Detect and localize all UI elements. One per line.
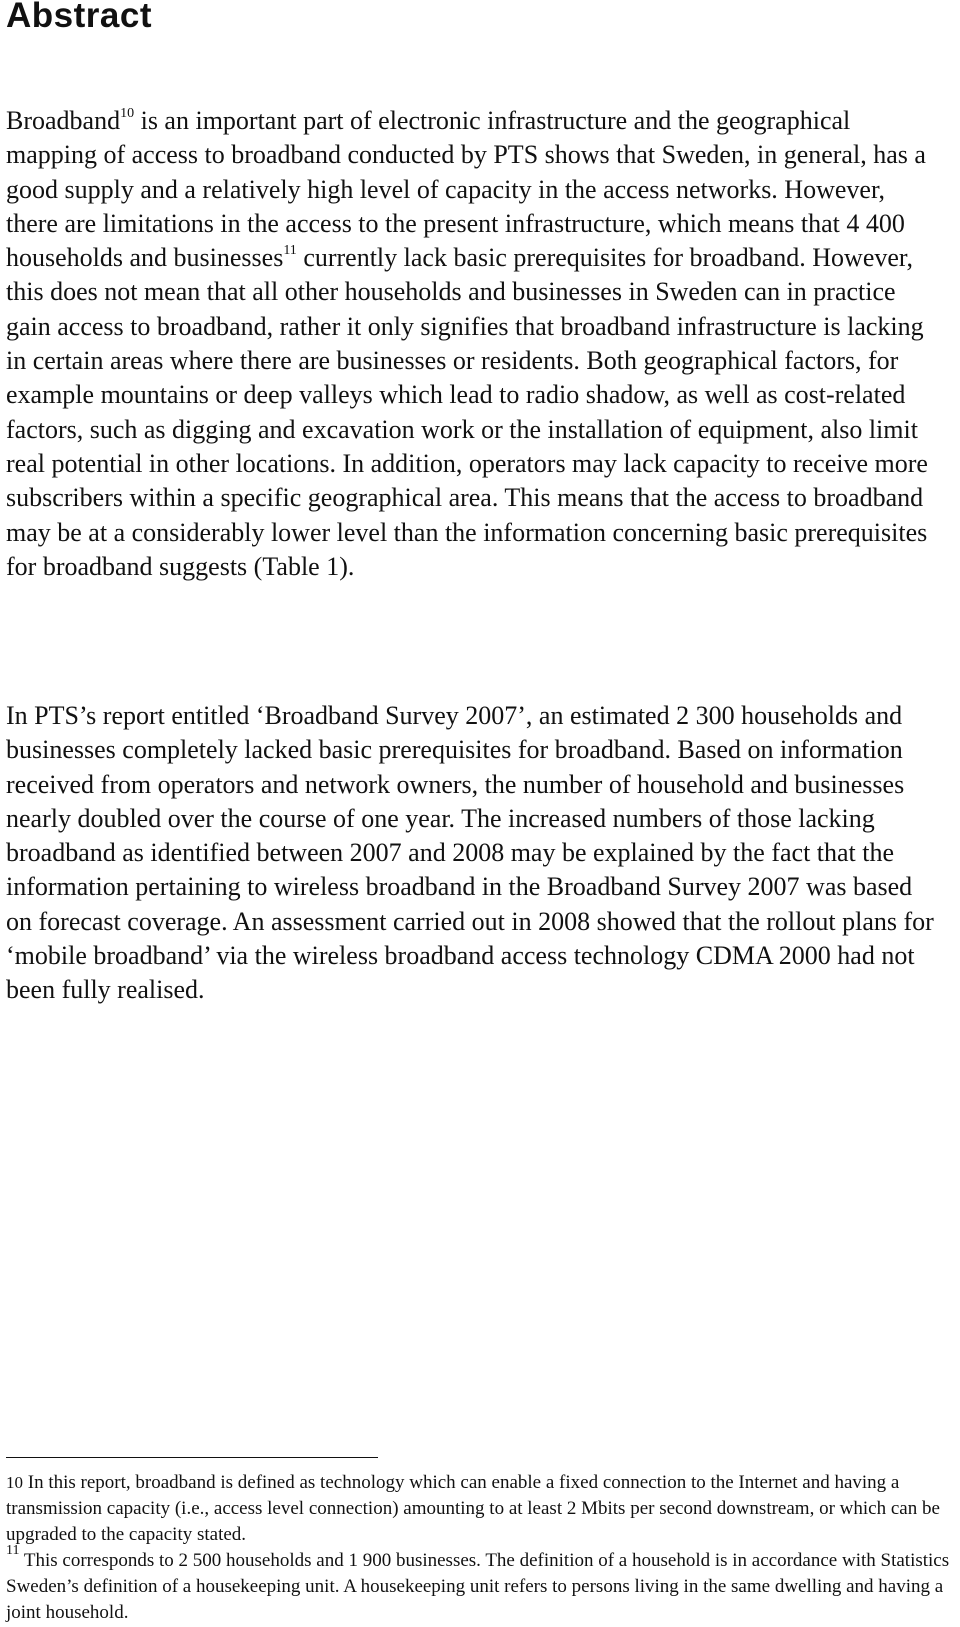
footnote-number: 10 [6, 1473, 23, 1492]
paragraph-text: Broadband [6, 106, 121, 135]
footnote-divider [6, 1457, 378, 1458]
footnote-10 [6, 1470, 951, 1548]
footnote-text: This corresponds to 2 500 households and 1 900 businesses. The definition of a household is in accordance with Statistics Sweden’s definition of a housekeeping unit. A housekeeping unit refers to persons living in the same dwelling and having a joint household. [6, 1550, 950, 1623]
page-title: Abstract [6, 0, 152, 35]
footnote-11 [6, 1543, 951, 1626]
paragraph-text: currently lack basic prerequisites for broadband. However, this does not mean that all other households and businesses in Sweden can in practice gain access to broadband, rather it only signifies that broadband infrastructure is lacking in certain areas where there are businesses or residents. Both geographical factors, for example mountains or deep valleys which lead to radio shadow, as well as cost-related factors, such as digging and excavation work or the installation of equipment, also limit real potential in other locations. In addition, operators may lack capacity to receive more subscribers within a specific geographical area. This means that the access to broadband may be at a considerably lower level than the information concerning basic prerequisites for broadband suggests (Table 1). [6, 243, 928, 581]
abstract-paragraph-2: In PTS’s report entitled ‘Broadband Survey 2007’, an estimated 2 300 households and businesses completely lacked basic prerequisites for broadband. Based on information received from operators and network owners, the number of household and businesses nearly doubled over the course of one year. The increased numbers of those lacking broadband as identified between 2007 and 2008 may be explained by the fact that the information pertaining to wireless broadband in the Broadband Survey 2007 was based on forecast coverage. An assessment carried out in 2008 showed that the rollout plans for ‘mobile broadband’ via the wireless broadband access technology CDMA 2000 had not been fully realised. [6, 701, 934, 1005]
footnote-number: 11 [6, 1543, 20, 1558]
paragraph-text: is an important part of electronic infrastructure and the geographical mapping of access to broadband conducted by PTS shows that Sweden, in general, has a good supply and a relatively high level of capacity in the access networks. However, there are limitations in the access to the present infrastructure, which means that 4 400 households and businesses [6, 106, 926, 273]
footnote-ref-10: 10 [120, 106, 135, 121]
abstract-paragraph-1 [6, 104, 941, 584]
footnote-ref-11: 11 [283, 243, 297, 259]
footnote-text: In this report, broadband is defined as technology which can enable a fixed connection to the Internet and having a transmission capacity (i.e., access level connection) amounting to at least 2 Mbits per second downstream, or which can be upgraded to the capacity stated. [6, 1472, 940, 1545]
